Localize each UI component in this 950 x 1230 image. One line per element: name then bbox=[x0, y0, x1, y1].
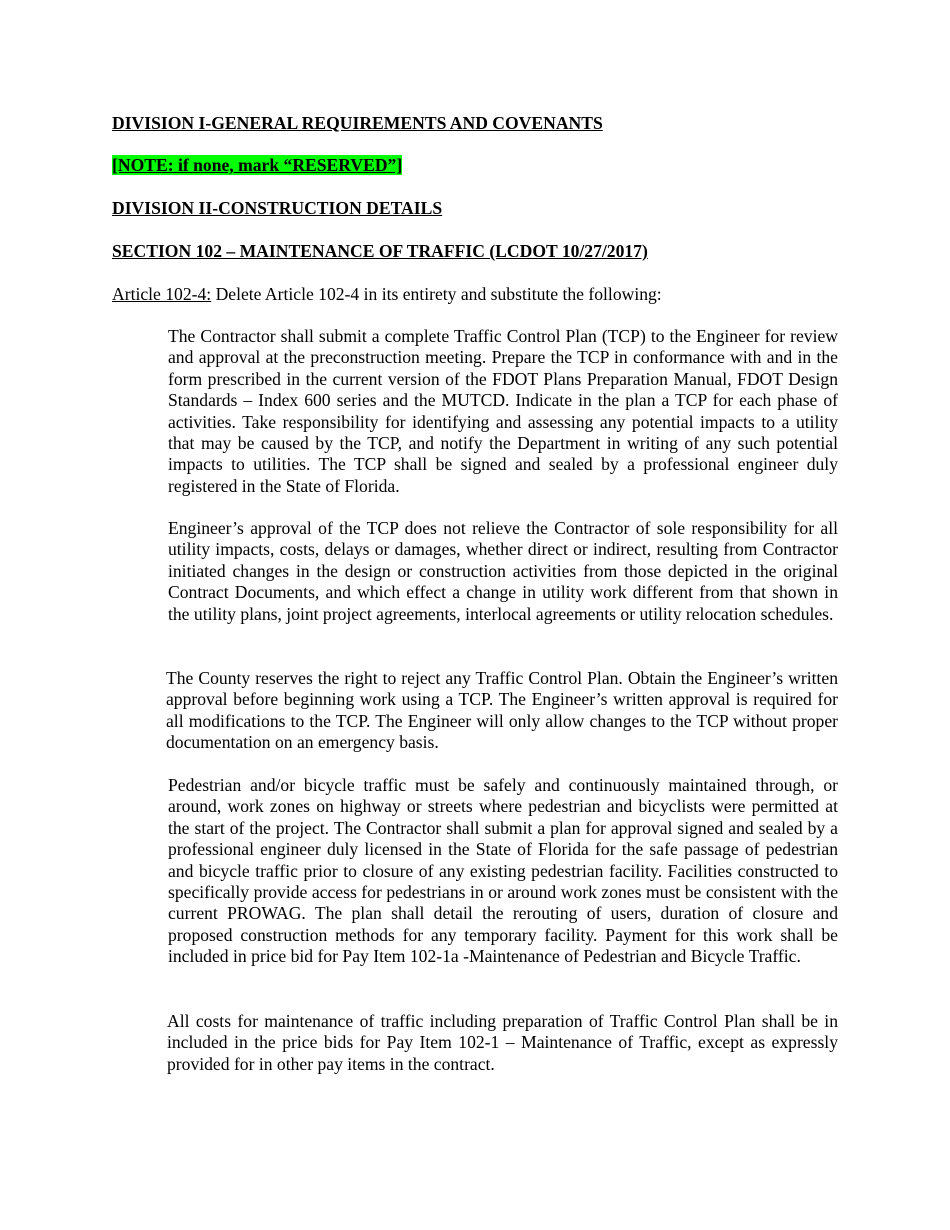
section-102-heading: SECTION 102 – MAINTENANCE OF TRAFFIC (LCDOT 10/27/2017) bbox=[112, 241, 648, 261]
article-reference: Article 102-4: bbox=[112, 284, 212, 304]
paragraph-tcp-submission: The Contractor shall submit a complete Traffic Control Plan (TCP) to the Engineer for review and approval at the preconstruction meeting. Prepare the TCP in conformance with and in the form prescribed in the current version of the FDOT Plans Preparation Manual, FDOT Design Standards – Index 600 series and the MUTCD. Indicate in the plan a TCP for each phase of activities. Take responsibility for identifying and assessing any potential impacts to a utility that may be caused by the TCP, and notify the Department in writing of any such potential impacts to utilities. The TCP shall be signed and sealed by a professional engineer duly registered in the State of Florida. bbox=[168, 326, 838, 496]
article-intro-text: Delete Article 102-4 in its entirety and substitute the following: bbox=[211, 284, 662, 304]
paragraph-maintenance-costs: All costs for maintenance of traffic including preparation of Traffic Control Plan shall be in included in the price bids for Pay Item 102-1 – Maintenance of Traffic, except as expressly provided for in other pay items in the contract. bbox=[167, 1011, 838, 1074]
division-1-heading: DIVISION I-GENERAL REQUIREMENTS AND COVENANTS bbox=[112, 113, 603, 133]
note-line bbox=[112, 154, 402, 176]
division-2-heading: DIVISION II-CONSTRUCTION DETAILS bbox=[112, 198, 443, 218]
paragraph-engineer-approval: Engineer’s approval of the TCP does not relieve the Contractor of sole responsibility for all utility impacts, costs, delays or damages, whether direct or indirect, resulting from Contractor initiated changes in the design or construction activities from those depicted in the original Contract Documents, and which effect a change in utility work different from that shown in the utility plans, joint project agreements, interlocal agreements or utility relocation schedules. bbox=[168, 518, 838, 624]
article-intro bbox=[112, 283, 662, 305]
paragraph-pedestrian-bicycle: Pedestrian and/or bicycle traffic must be safely and continuously maintained through, or around, work zones on highway or streets where pedestrian and bicyclists were permitted at the start of the project. The Contractor shall submit a plan for approval signed and sealed by a professional engineer duly licensed in the State of Florida for the safe passage of pedestrian and bicycle traffic prior to closure of any existing pedestrian facility. Facilities constructed to specifically provide access for pedestrians in or around work zones must be consistent with the current PROWAG. The plan shall detail the rerouting of users, duration of closure and proposed construction methods for any temporary facility. Payment for this work shall be included in price bid for Pay Item 102-1a -Maintenance of Pedestrian and Bicycle Traffic. bbox=[168, 775, 838, 967]
note-highlight: [NOTE: if none, mark “RESERVED”] bbox=[112, 155, 403, 175]
paragraph-county-reserves: The County reserves the right to reject any Traffic Control Plan. Obtain the Engineer’s written approval before beginning work using a TCP. The Engineer’s written approval is required for all modifications to the TCP. The Engineer will only allow changes to the TCP without proper documentation on an emergency basis. bbox=[166, 668, 838, 753]
